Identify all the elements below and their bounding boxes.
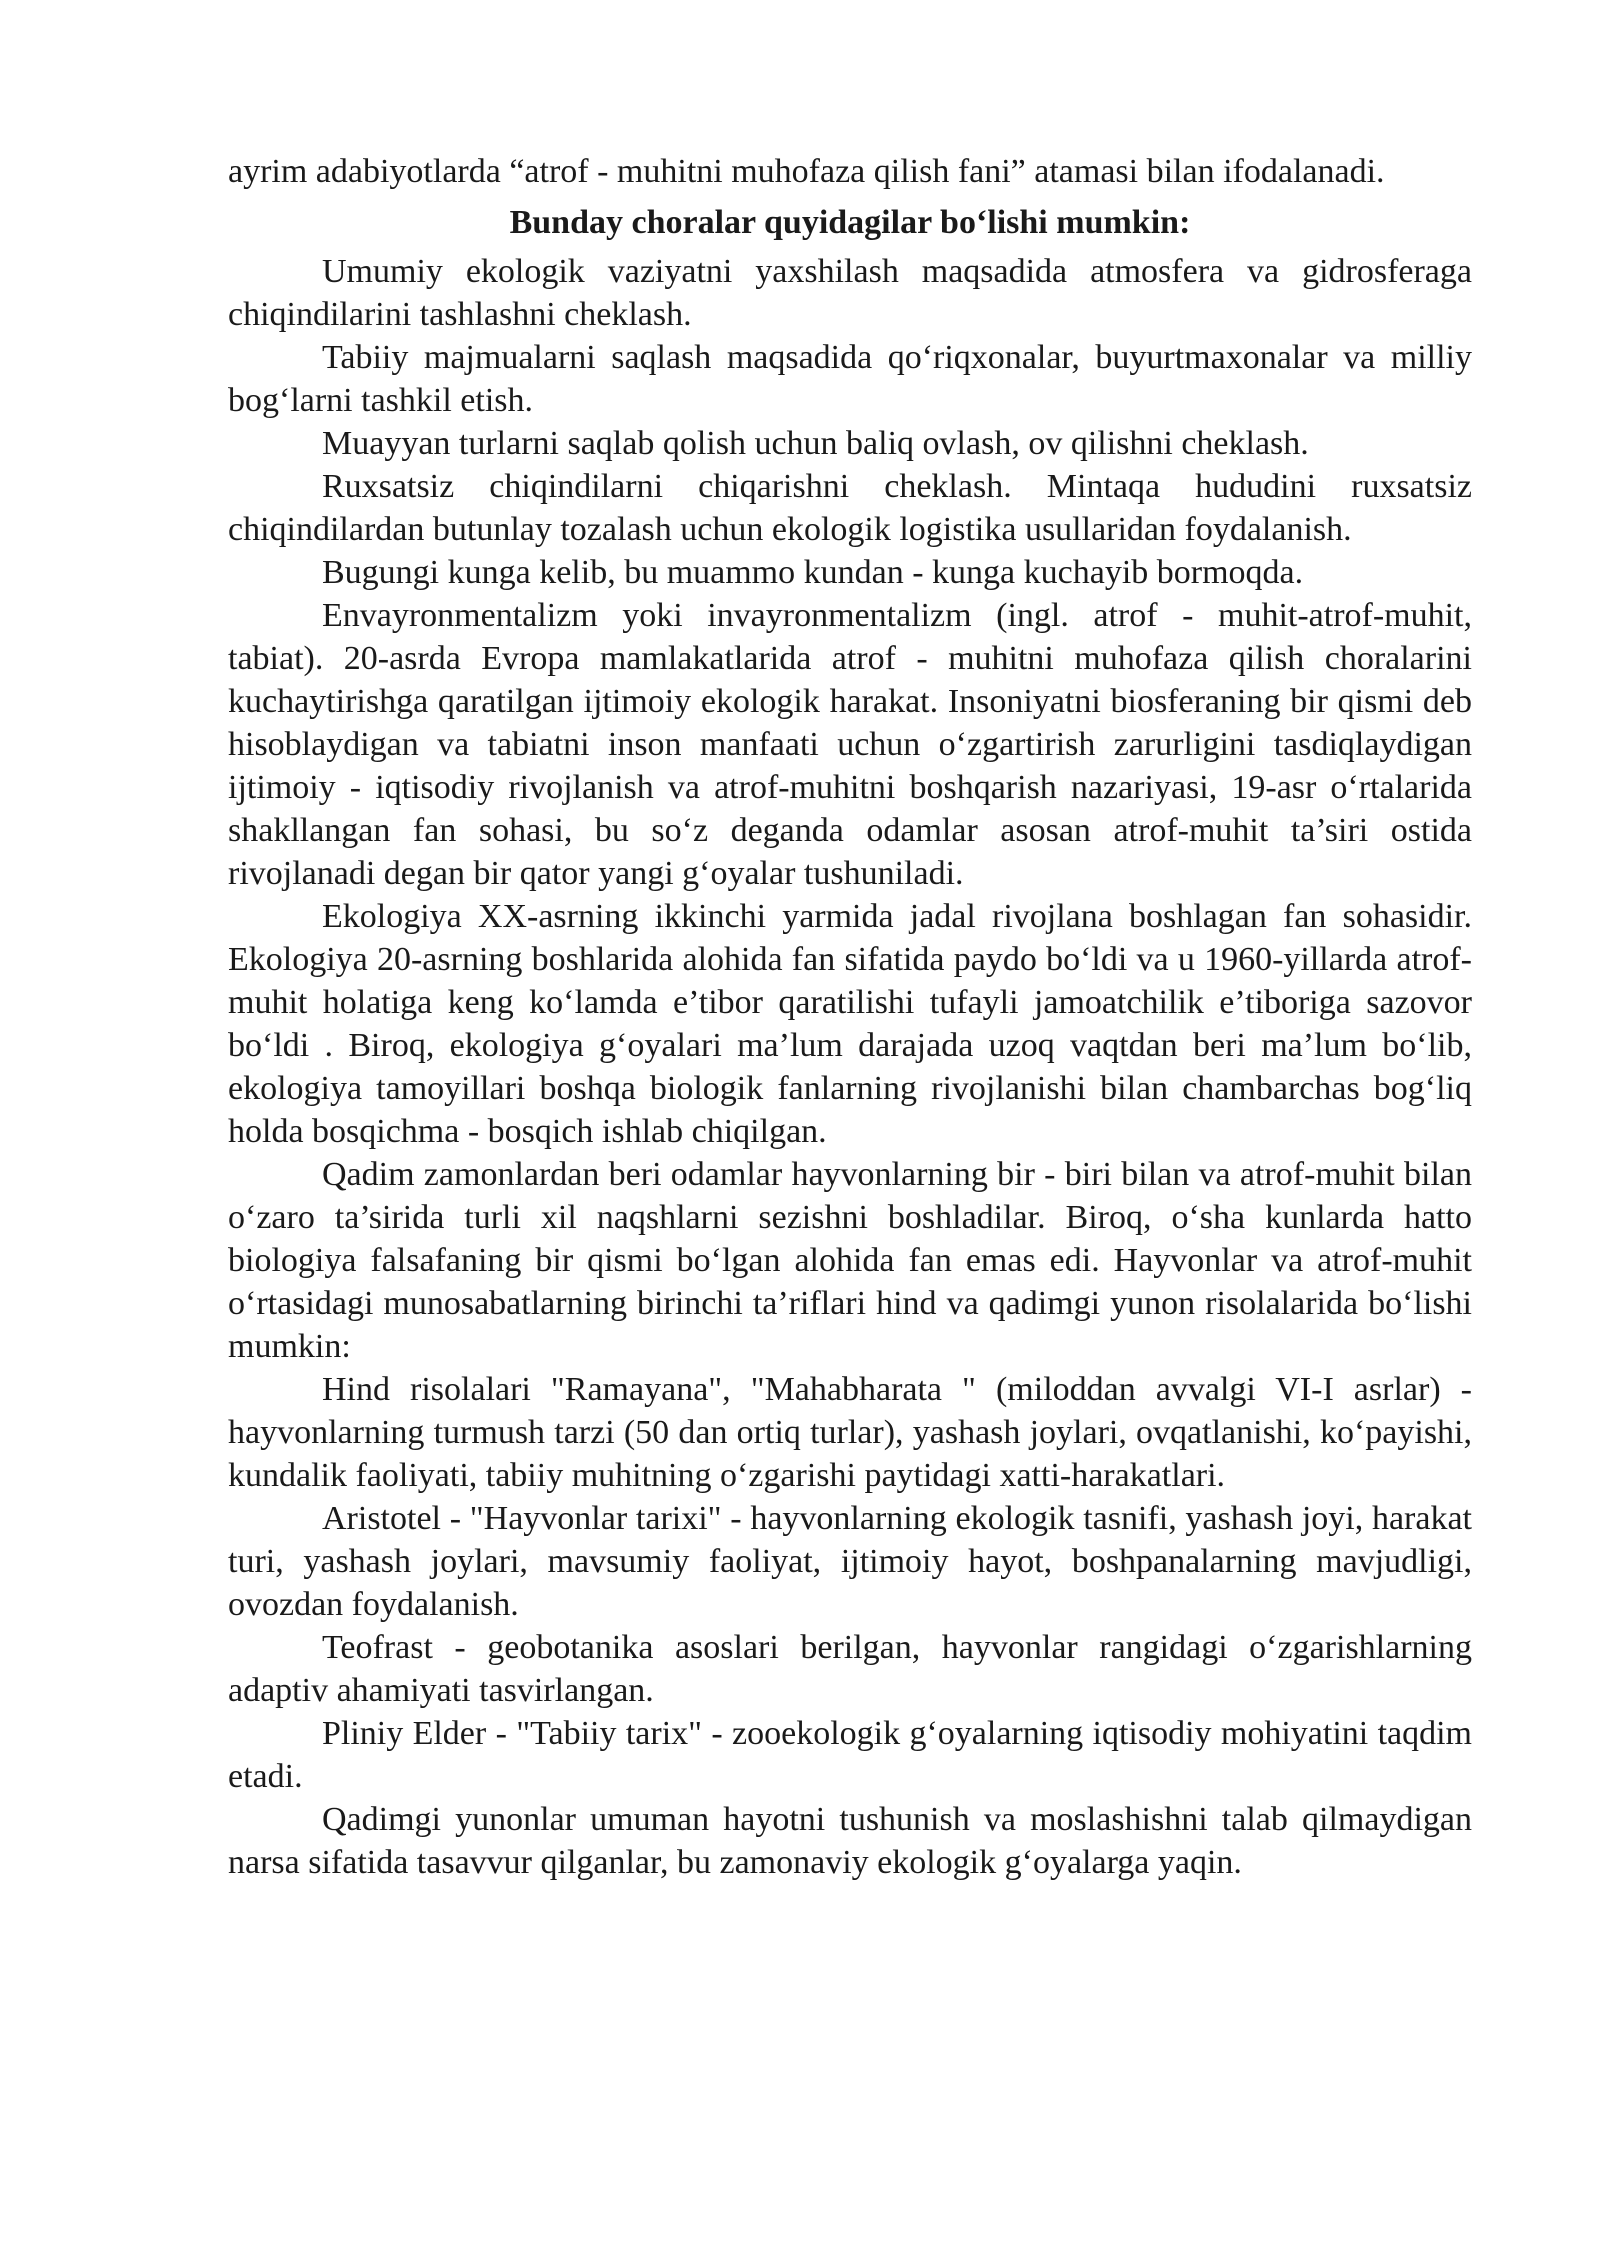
paragraph-6: Envayronmentalizm yoki invayronmentalizm (ingl. atrof - muhit-atrof-muhit, tabiat). 20-asrda Evropa mamlakatlarida atrof - muhitni muhofaza qilish choralarini kuchaytirishga qaratilgan ijtimoiy ekologik harakat. Insoniyatni biosferaning bir qismi deb hisoblaydigan va tabiatni inson manfaati uchun o‘zgartirish zarurligini tasdiqlaydigan ijtimoiy - iqtisodiy rivojlanish va atrof-muhitni boshqarish nazariyasi, 19-asr o‘rtalarida shakllangan fan sohasi, bu so‘z deganda odamlar asosan atrof-muhit ta’siri ostida rivojlanadi degan bir qator yangi g‘oyalar tushuniladi. xyxy=(228,597,1472,892)
paragraph-1: Umumiy ekologik vaziyatni yaxshilash maqsadida atmosfera va gidrosferaga chiqindilarini tashlashni cheklash. xyxy=(228,253,1472,333)
paragraph-5: Bugungi kunga kelib, bu muammo kundan - kunga kuchayib bormoqda. xyxy=(322,554,1304,591)
paragraph-10: Aristotel - "Hayvonlar tarixi" - hayvonlarning ekologik tasnifi, yashash joyi, harakat turi, yashash joylari, mavsumiy faoliyat, ijtimoiy hayot, boshpanalarning mavjudligi, ovozdan foydalanish. xyxy=(228,1500,1472,1623)
intro-paragraph: ayrim adabiyotlarda “atrof - muhitni muhofaza qilish fani” atamasi bilan ifodalanadi. xyxy=(228,153,1385,190)
paragraph-3: Muayyan turlarni saqlab qolish uchun baliq ovlash, ov qilishni cheklash. xyxy=(322,425,1309,462)
paragraph-12: Pliniy Elder - "Tabiiy tarix" - zooekologik g‘oyalarning iqtisodiy mohiyatini taqdim etadi. xyxy=(228,1715,1472,1795)
document-page xyxy=(228,150,1472,1884)
paragraph-9: Hind risolalari "Ramayana", "Mahabharata " (miloddan avvalgi VI-I asrlar) - hayvonlarning turmush tarzi (50 dan ortiq turlar), yashash joylari, ovqatlanishi, ko‘payishi, kundalik faoliyati, tabiiy muhitning o‘zgarishi paytidagi xatti-harakatlari. xyxy=(228,1371,1472,1494)
section-heading: Bunday choralar quyidagilar bo‘lishi mumkin: xyxy=(509,204,1191,241)
paragraph-13: Qadimgi yunonlar umuman hayotni tushunish va moslashishni talab qilmaydigan narsa sifatida tasavvur qilganlar, bu zamonaviy ekologik g‘oyalarga yaqin. xyxy=(228,1801,1472,1881)
paragraph-4: Ruxsatsiz chiqindilarni chiqarishni cheklash. Mintaqa hududini ruxsatsiz chiqindilardan butunlay tozalash uchun ekologik logistika usullaridan foydalanish. xyxy=(228,468,1472,548)
paragraph-8: Qadim zamonlardan beri odamlar hayvonlarning bir - biri bilan va atrof-muhit bilan o‘zaro ta’sirida turli xil naqshlarni sezishni boshladilar. Biroq, o‘sha kunlarda hatto biologiya falsafaning bir qismi bo‘lgan alohida fan emas edi. Hayvonlar va atrof-muhit o‘rtasidagi munosabatlarning birinchi ta’riflari hind va qadimgi yunon risolalarida bo‘lishi mumkin: xyxy=(228,1156,1472,1365)
paragraph-2: Tabiiy majmualarni saqlash maqsadida qo‘riqxonalar, buyurtmaxonalar va milliy bog‘larni tashkil etish. xyxy=(228,339,1472,419)
paragraph-11: Teofrast - geobotanika asoslari berilgan, hayvonlar rangidagi o‘zgarishlarning adaptiv ahamiyati tasvirlangan. xyxy=(228,1629,1472,1709)
paragraph-7: Ekologiya XX-asrning ikkinchi yarmida jadal rivojlana boshlagan fan sohasidir. Ekologiya 20-asrning boshlarida alohida fan sifatida paydo bo‘ldi va u 1960-yillarda atrof-muhit holatiga keng ko‘lamda e’tibor qaratilishi tufayli jamoatchilik e’tiboriga sazovor bo‘ldi . Biroq, ekologiya g‘oyalari ma’lum darajada uzoq vaqtdan beri ma’lum bo‘lib, ekologiya tamoyillari boshqa biologik fanlarning rivojlanishi bilan chambarchas bog‘liq holda bosqichma - bosqich ishlab chiqilgan. xyxy=(228,898,1472,1150)
